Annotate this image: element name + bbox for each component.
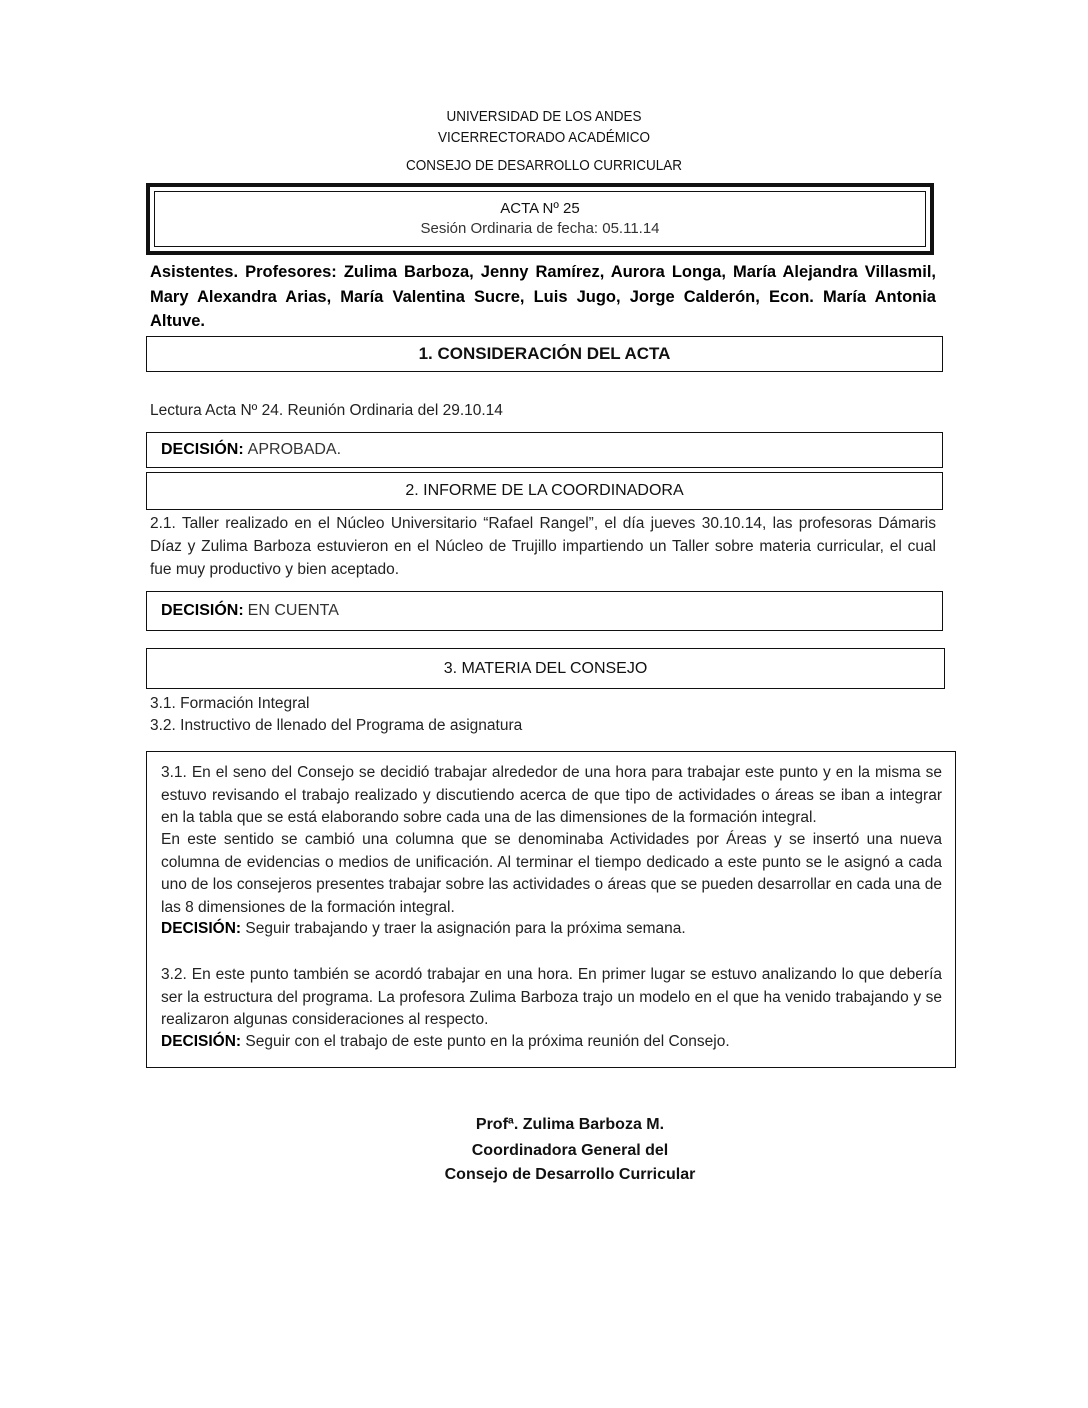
details-paragraph-1: 3.1. En el seno del Consejo se decidió trabajar alrededor de una hora para trabajar este punto y en la misma se estuvo revisando el trabajo realizado y discutiendo acerca de que tipo de actividades o áreas se iban a integrar en la tabla que se está elaborando sobre cada una de las dimensiones de la formación integral. (161, 764, 942, 826)
details-paragraph-2: En este sentido se cambió una columna que se denominaba Actividades por Áreas y se insertó una nueva columna de evidencias o medios de unificación. Al terminar el tiempo dedicado a este punto se le asignó a cada uno de los consejeros presentes trabajar sobre las actividades o áreas que se pueden desarrollar en cada una de las 8 dimensiones de la formación integral. (161, 831, 942, 916)
section-3-title: 3. MATERIA DEL CONSEJO (146, 648, 945, 689)
section-3-item-1: 3.1. Formación Integral (150, 695, 310, 712)
council-name: CONSEJO DE DESARROLLO CURRICULAR (405, 157, 683, 174)
details-decision-1 (161, 918, 942, 941)
attendees (150, 260, 936, 334)
decision-value: Seguir trabajando y traer la asignación para la próxima semana. (245, 920, 686, 937)
university-name: UNIVERSIDAD DE LOS ANDES (446, 108, 642, 125)
decision-value: EN CUENTA (247, 602, 339, 619)
section-1-reading: Lectura Acta Nº 24. Reunión Ordinaria del 29.10.14 (150, 402, 503, 419)
section-2-decision (146, 591, 943, 631)
section-2-text: 2.1. Taller realizado en el Núcleo Universitario “Rafael Rangel”, el día jueves 30.10.14, las profesoras Dámaris Díaz y Zulima Barboza estuvieron en el Núcleo de Trujillo impartiendo un Taller sobre materia curricular, el cual fue muy productivo y bien aceptado. (150, 515, 936, 578)
attendees-text: Profesores: Zulima Barboza, Jenny Ramírez, Aurora Longa, María Alejandra Villasmil, Mary Alexandra Arias, María Valentina Sucre, Luis Jugo, Jorge Calderón, Econ. María Antonia Altuve. (150, 263, 936, 330)
decision-label: DECISIÓN: (161, 441, 244, 458)
decision-label: DECISIÓN: (161, 920, 242, 937)
decision-value: APROBADA. (247, 441, 342, 458)
signature-role-2: Consejo de Desarrollo Curricular (444, 1166, 696, 1183)
signature-role-1: Coordinadora General del (471, 1142, 669, 1159)
signature-name: Profª. Zulima Barboza M. (475, 1116, 665, 1133)
attendees-label: Asistentes. (150, 263, 239, 281)
section-3-item-2: 3.2. Instructivo de llenado del Programa de asignatura (150, 717, 523, 734)
acta-inner-frame (154, 191, 926, 247)
details-paragraph-3: 3.2. En este punto también se acordó trabajar en una hora. En primer lugar se estuvo analizando lo que debería ser la estructura del programa. La profesora Zulima Barboza trajo un modelo en el que ha venido trabajando y se realizaron algunas consideraciones al respecto. (161, 966, 942, 1028)
decision-label: DECISIÓN: (161, 602, 244, 619)
acta-title: ACTA Nº 25 (500, 200, 580, 217)
section-1-title: 1. CONSIDERACIÓN DEL ACTA (146, 336, 943, 372)
details-decision-2 (161, 1031, 942, 1054)
vicerrectorado: VICERRECTORADO ACADÉMICO (437, 129, 651, 146)
decision-label: DECISIÓN: (161, 1033, 242, 1050)
section-2-title: 2. INFORME DE LA COORDINADORA (146, 472, 943, 510)
acta-subtitle: Sesión Ordinaria de fecha: 05.11.14 (420, 220, 660, 237)
acta-box (146, 183, 934, 255)
section-3-details-box (146, 751, 956, 1068)
section-1-decision (146, 432, 943, 468)
decision-value: Seguir con el trabajo de este punto en la próxima reunión del Consejo. (245, 1033, 730, 1050)
